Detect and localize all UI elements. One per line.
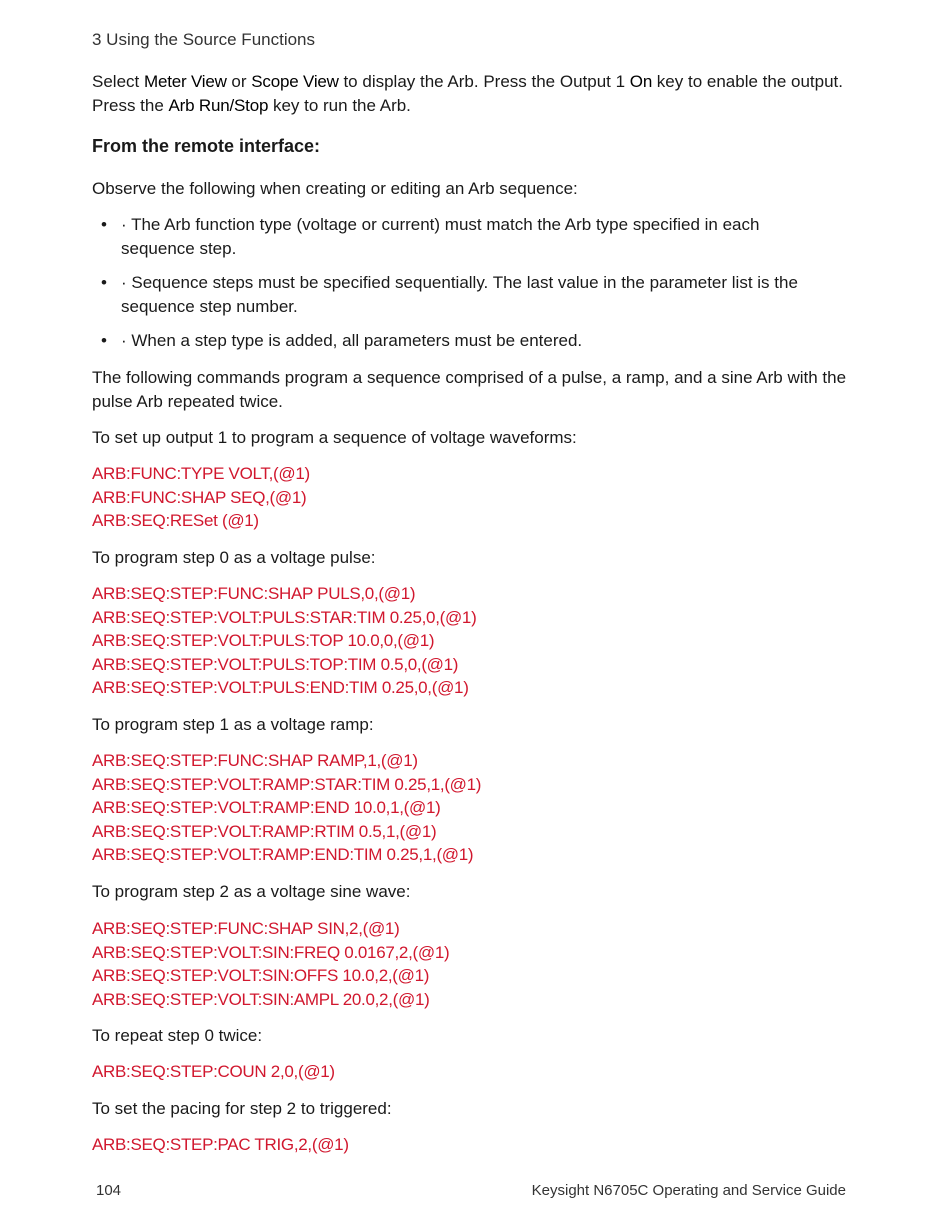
list-item xyxy=(92,213,832,261)
step0-commands xyxy=(92,582,476,700)
command-line: ARB:SEQ:STEP:COUN 2,0,(@1) xyxy=(92,1062,335,1081)
command-line: ARB:SEQ:STEP:VOLT:RAMP:RTIM 0.5,1,(@1) xyxy=(92,821,437,841)
list-item xyxy=(92,271,832,319)
intro-text-4: key to enable the output. Press the xyxy=(92,72,843,115)
setup-label: To set up output 1 to program a sequence of voltage waveforms: xyxy=(92,428,577,447)
bullet-icon: • xyxy=(101,331,107,350)
on-key: On xyxy=(629,72,653,91)
step1-label: To program step 1 as a voltage ramp: xyxy=(92,715,374,734)
rules-list xyxy=(92,213,832,363)
intro-text-2: or xyxy=(226,72,252,91)
meter-view-key: Meter View xyxy=(143,72,227,91)
remote-interface-heading: From the remote interface: xyxy=(92,136,321,156)
pacing-commands xyxy=(92,1133,349,1157)
intro-text-5: key to run the Arb. xyxy=(268,96,411,115)
command-line: ARB:SEQ:STEP:FUNC:SHAP RAMP,1,(@1) xyxy=(92,751,418,770)
intro-text-3: to display the Arb. Press the Output 1 xyxy=(338,72,630,91)
command-line: ARB:SEQ:RESet (@1) xyxy=(92,511,259,530)
step0-label: To program step 0 as a voltage pulse: xyxy=(92,548,376,567)
step2-commands xyxy=(92,917,449,1011)
scope-view-key: Scope View xyxy=(251,72,339,91)
repeat-commands xyxy=(92,1060,335,1084)
running-header: 3 Using the Source Functions xyxy=(92,30,316,49)
page-number: 104 xyxy=(96,1182,122,1199)
repeat-label: To repeat step 0 twice: xyxy=(92,1026,263,1045)
list-item-text: · When a step type is added, all parameters must be entered. xyxy=(121,331,583,350)
command-line: ARB:SEQ:STEP:VOLT:SIN:OFFS 10.0,2,(@1) xyxy=(92,966,430,985)
intro-paragraph xyxy=(92,70,852,118)
command-line: ARB:SEQ:STEP:VOLT:RAMP:STAR:TIM 0.25,1,(@1) xyxy=(92,774,482,794)
arb-run-stop-key: Arb Run/Stop xyxy=(168,96,269,115)
command-line: ARB:FUNC:TYPE VOLT,(@1) xyxy=(92,464,310,483)
command-line: ARB:SEQ:STEP:VOLT:PULS:TOP 10.0,0,(@1) xyxy=(92,631,435,650)
intro-text-1: Select xyxy=(92,72,144,91)
list-item-text: · The Arb function type (voltage or current) must match the Arb type specified in each sequence step. xyxy=(121,215,760,258)
command-line: ARB:SEQ:STEP:VOLT:SIN:AMPL 20.0,2,(@1) xyxy=(92,989,430,1009)
command-line: ARB:SEQ:STEP:VOLT:SIN:FREQ 0.0167,2,(@1) xyxy=(92,942,450,962)
command-line: ARB:FUNC:SHAP SEQ,(@1) xyxy=(92,487,307,507)
command-line: ARB:SEQ:STEP:FUNC:SHAP SIN,2,(@1) xyxy=(92,919,400,938)
list-item xyxy=(92,329,832,353)
bullet-icon: • xyxy=(101,273,107,292)
following-paragraph: The following commands program a sequence comprised of a pulse, a ramp, and a sine Arb with the pulse Arb repeated twice. xyxy=(92,368,847,411)
step2-label: To program step 2 as a voltage sine wave: xyxy=(92,882,411,901)
bullet-icon: • xyxy=(101,215,107,234)
setup-commands xyxy=(92,462,310,533)
command-line: ARB:SEQ:STEP:PAC TRIG,2,(@1) xyxy=(92,1135,349,1154)
command-line: ARB:SEQ:STEP:VOLT:PULS:END:TIM 0.25,0,(@1) xyxy=(92,678,469,697)
step1-commands xyxy=(92,749,481,867)
command-line: ARB:SEQ:STEP:FUNC:SHAP PULS,0,(@1) xyxy=(92,584,416,603)
pacing-label: To set the pacing for step 2 to triggered: xyxy=(92,1099,392,1118)
observe-paragraph: Observe the following when creating or editing an Arb sequence: xyxy=(92,179,578,198)
command-line: ARB:SEQ:STEP:VOLT:RAMP:END 10.0,1,(@1) xyxy=(92,798,441,817)
command-line: ARB:SEQ:STEP:VOLT:PULS:STAR:TIM 0.25,0,(@1) xyxy=(92,607,477,627)
list-item-text: · Sequence steps must be specified sequentially. The last value in the parameter list is the sequence step number. xyxy=(121,273,798,316)
guide-title: Keysight N6705C Operating and Service Guide xyxy=(531,1182,846,1199)
command-line: ARB:SEQ:STEP:VOLT:PULS:TOP:TIM 0.5,0,(@1) xyxy=(92,654,459,674)
command-line: ARB:SEQ:STEP:VOLT:RAMP:END:TIM 0.25,1,(@1) xyxy=(92,845,474,864)
